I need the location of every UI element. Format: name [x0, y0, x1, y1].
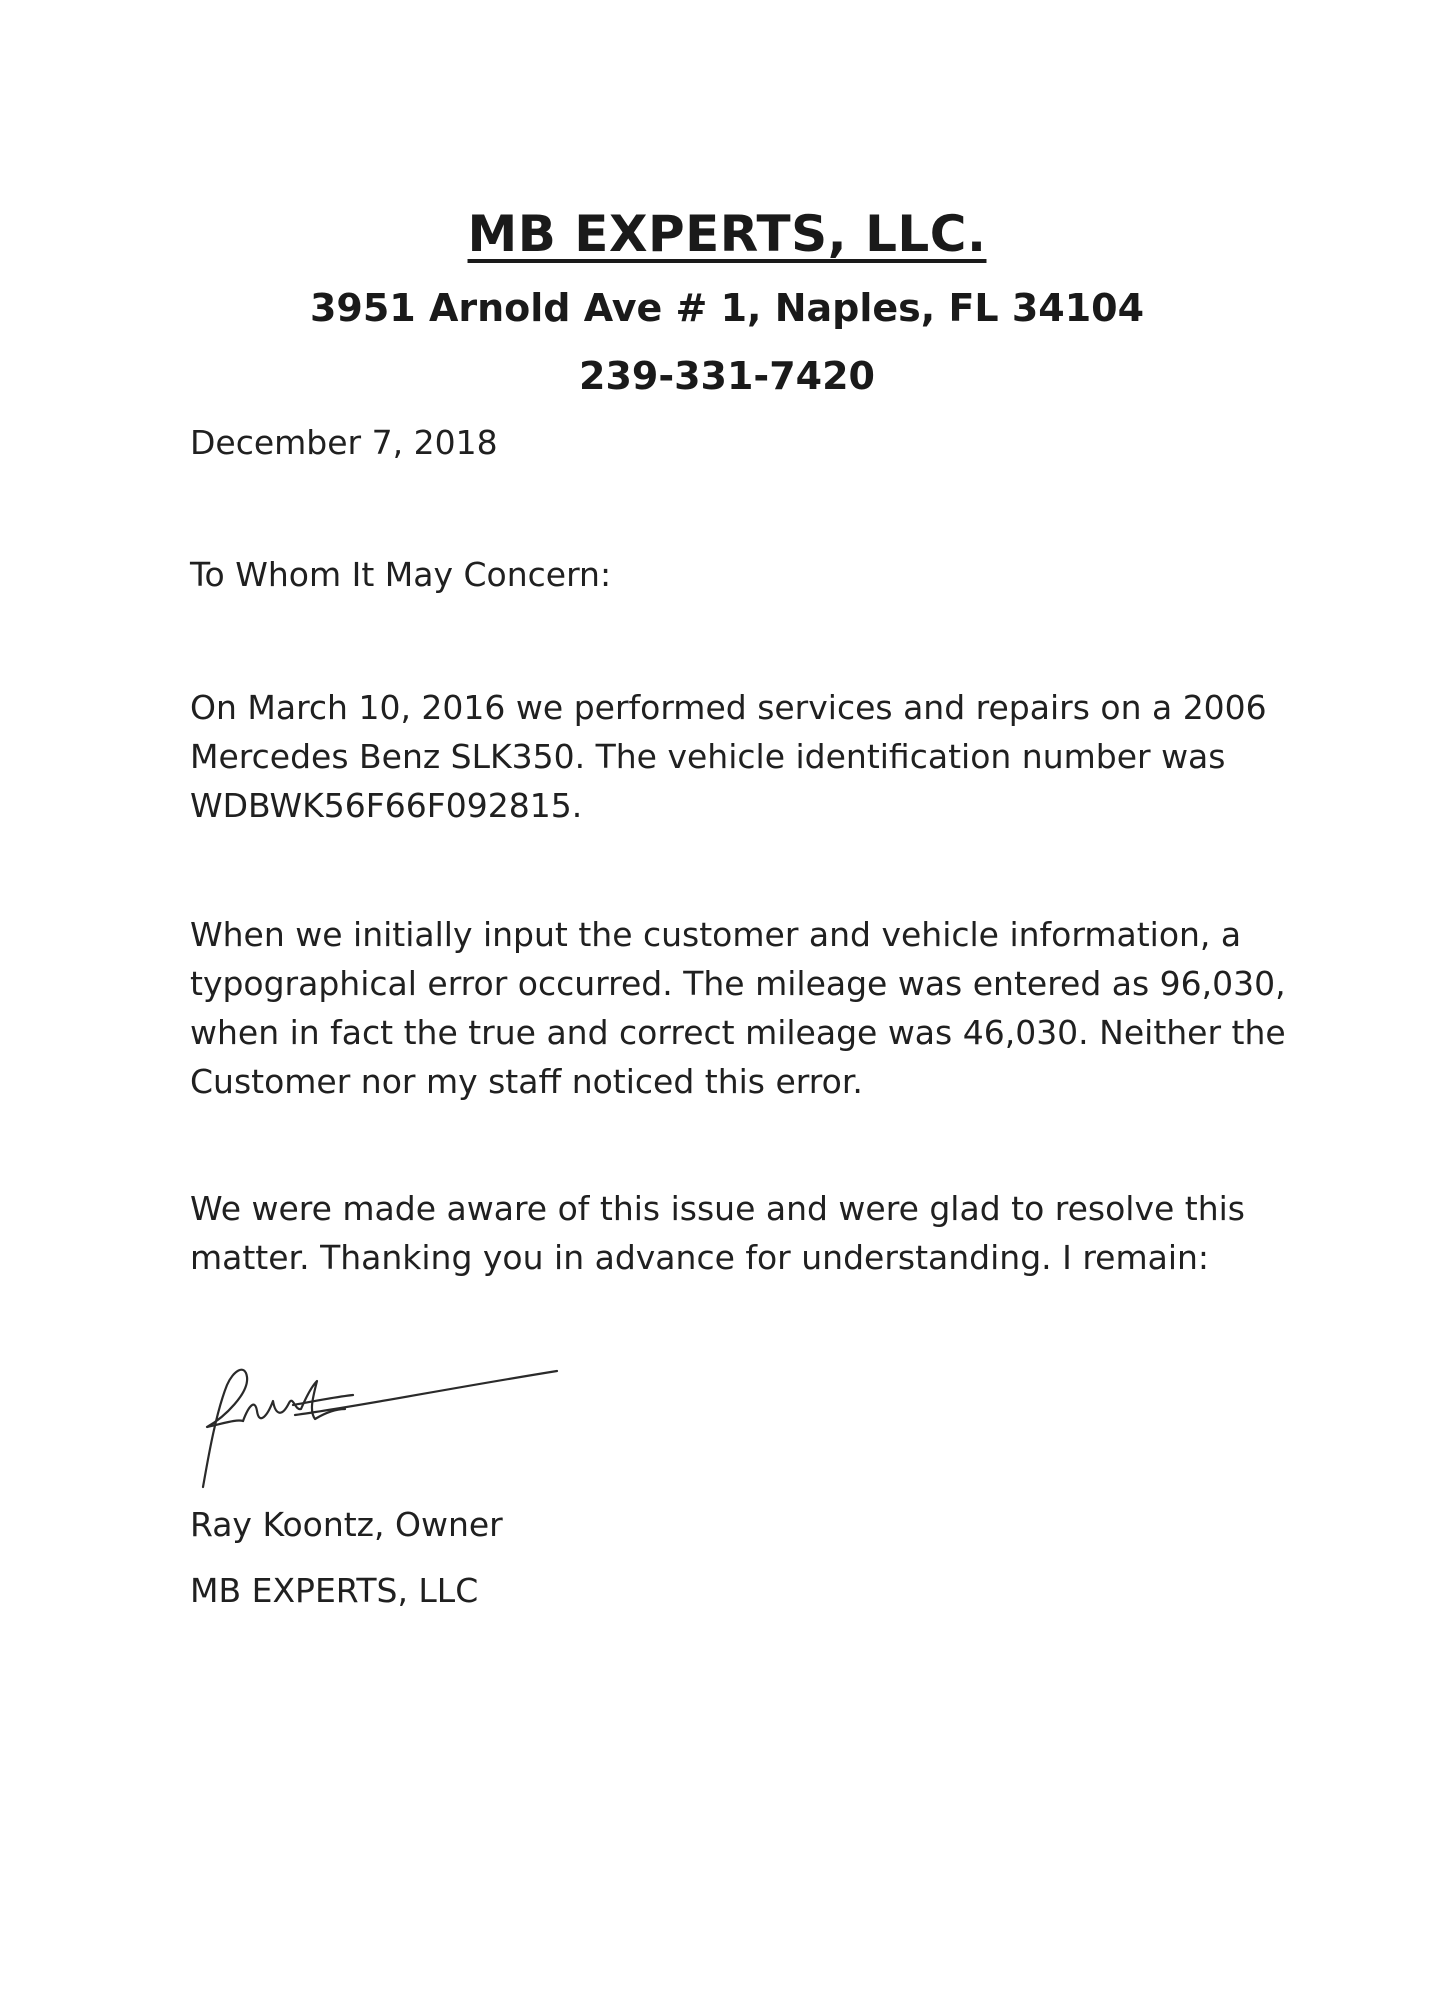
company-phone: 239-331-7420	[579, 354, 875, 398]
letter-salutation: To Whom It May Concern:	[190, 555, 612, 594]
company-address: 3951 Arnold Ave # 1, Naples, FL 34104	[309, 286, 1145, 330]
letter-paragraph-2: When we initially input the customer and vehicle information, a typographical error occurred. The mileage was entered as 96,030, when in fact the true and correct mileage was 46,030. Neither the Customer nor my staff noticed this error.	[190, 915, 1286, 1101]
company-name: MB EXPERTS, LLC.	[467, 205, 987, 263]
signature-strokes	[203, 1370, 557, 1487]
company-name-heading	[0, 205, 1454, 263]
handwritten-signature	[185, 1355, 565, 1495]
letter-date: December 7, 2018	[190, 423, 498, 462]
letter-paragraph-1: On March 10, 2016 we performed services and repairs on a 2006 Mercedes Benz SLK350. The vehicle identification number was WDBWK56F66F092815.	[190, 688, 1267, 825]
signature-stroke-cross	[293, 1395, 353, 1405]
signatory-name-title: Ray Koontz, Owner	[190, 1505, 503, 1544]
signatory-company: MB EXPERTS, LLC	[190, 1571, 479, 1610]
signature-stroke-initial	[203, 1370, 247, 1487]
letter-paragraph-3: We were made aware of this issue and were glad to resolve this matter. Thanking you in advance for understanding. I remain:	[190, 1189, 1245, 1277]
signature-stroke-tail	[295, 1371, 557, 1415]
